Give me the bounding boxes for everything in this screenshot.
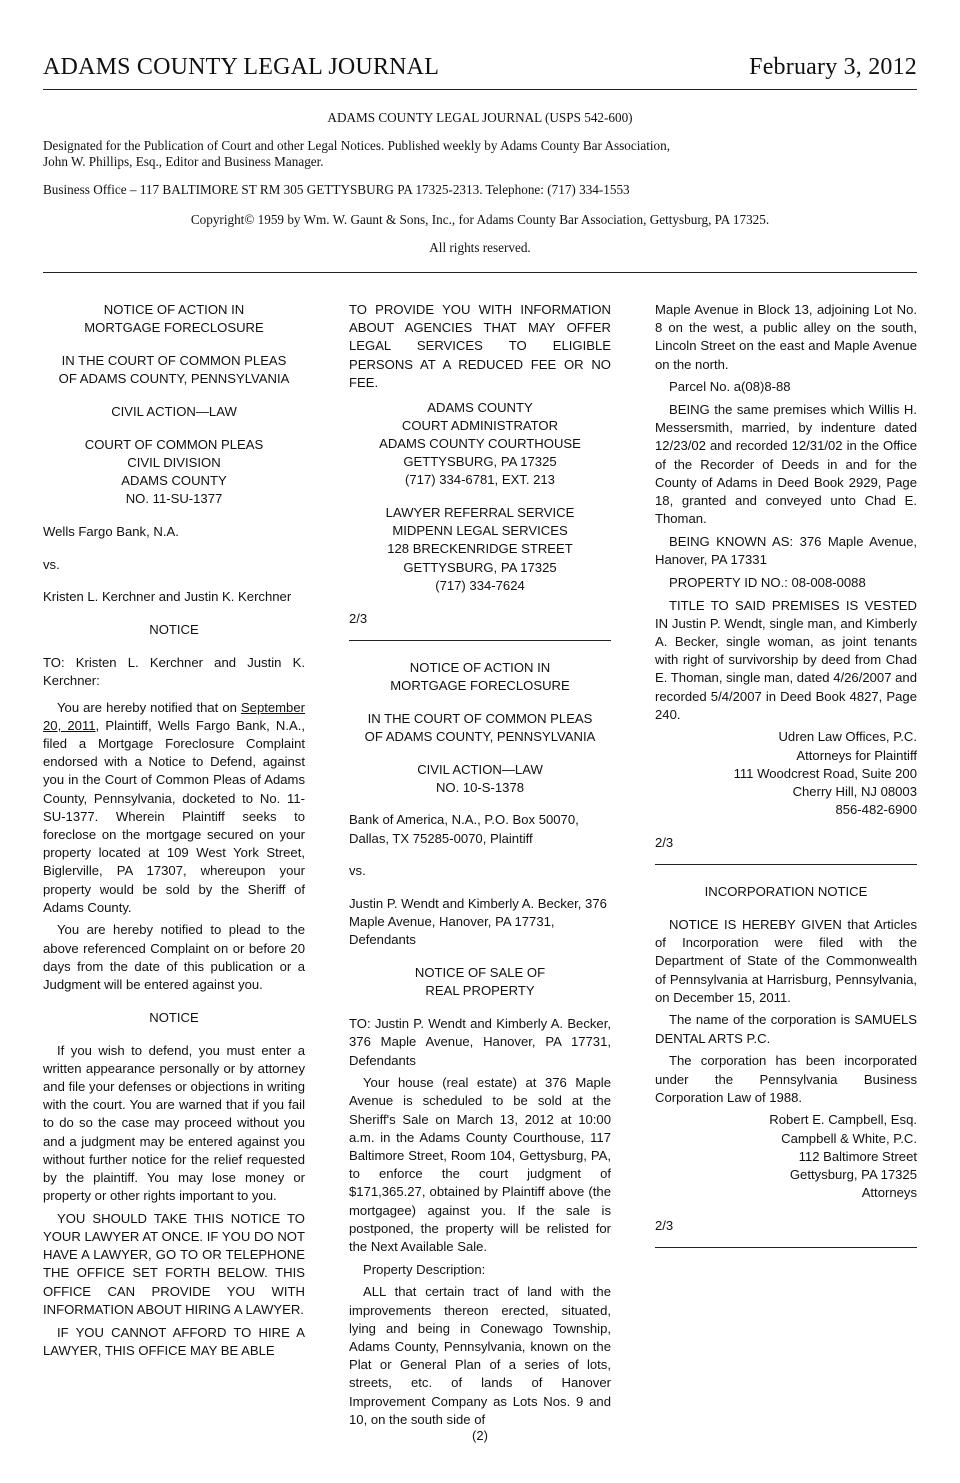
lrs-phone: (717) 334-7624: [435, 577, 525, 593]
notice-title-line: MORTGAGE FORECLOSURE: [390, 677, 570, 693]
sale-heading-line: NOTICE OF SALE OF: [414, 965, 546, 981]
court-line: IN THE COURT OF COMMON PLEAS: [367, 710, 593, 726]
property-description-label: Property Description:: [363, 1261, 486, 1277]
lrs-line: MIDPENN LEGAL SERVICES: [392, 523, 568, 539]
admin-line: ADAMS COUNTY COURTHOUSE: [379, 435, 581, 451]
publication-date: 2/3: [655, 1217, 674, 1233]
court-name: [43, 352, 305, 388]
publication-date: 2/3: [655, 834, 674, 850]
notice-divider: [655, 1247, 917, 1248]
notice-paragraph: IF YOU CANNOT AFFORD TO HIRE A LAWYER, THIS OFFICE MAY BE ABLE: [43, 1324, 305, 1358]
attorney-block: [655, 1111, 917, 1202]
court-name: [349, 710, 611, 746]
paragraph-lead: You are hereby notified that on: [57, 699, 237, 715]
notice-title: [349, 659, 611, 695]
attorney-line: Cherry Hill, NJ 08003: [792, 784, 917, 800]
page-number: (2): [472, 1428, 488, 1443]
attorney-phone: 856-482-6900: [835, 802, 917, 818]
notice-paragraph: The name of the corporation is SAMUELS DENTAL ARTS P.C.: [655, 1012, 917, 1046]
civil-action: [349, 761, 611, 797]
paragraph-rest: , Plaintiff, Wells Fargo Bank, N.A., filed a Mortgage Foreclosure Complaint endorsed with a Notice to Defend, against you in the Court of Common Pleas of Adams County, Pennsylvania, docketed to No. 11-SU-1377. Wherein Plaintiff seeks to foreclose on the mortgage secured on your property located at 109 West York Street, Biglerville, PA 17307, whereupon your property would be sold by the Sheriff of Adams County.: [43, 717, 305, 915]
notice-title-line: NOTICE OF ACTION IN: [103, 302, 245, 317]
notice-paragraph-continued: TO PROVIDE YOU WITH INFORMATION ABOUT AGENCIES THAT MAY OFFER LEGAL SERVICES TO ELIGIBLE PERSONS AT A REDUCED FEE OR NO FEE.: [349, 302, 611, 390]
designation: [43, 138, 917, 170]
publication-info: [43, 110, 917, 268]
addressee: TO: Kristen L. Kerchner and Justin K. Kerchner:: [43, 654, 305, 688]
notice-title: [43, 301, 305, 337]
addressee: TO: Justin P. Wendt and Kimberly A. Becker, 376 Maple Avenue, Hanover, PA 17731, Defendants: [349, 1016, 611, 1068]
notice-paragraph: [43, 699, 305, 917]
attorney-line: Campbell & White, P.C.: [781, 1130, 917, 1146]
notice-paragraph: The corporation has been incorporated under the Pennsylvania Business Corporation Law of 1988.: [655, 1053, 917, 1105]
lrs-line: GETTYSBURG, PA 17325: [403, 559, 557, 575]
business-office: Business Office – 117 BALTIMORE ST RM 305 GETTYSBURG PA 17325-2313. Telephone: (717) 334-1553: [43, 182, 630, 197]
notice-paragraph: YOU SHOULD TAKE THIS NOTICE TO YOUR LAWYER AT ONCE. IF YOU DO NOT HAVE A LAWYER, GO TO OR TELEPHONE THE OFFICE SET FORTH BELOW. THIS OFFICE CAN PROVIDE YOU WITH INFORMATION ABOUT HIRING A LAWYER.: [43, 1210, 305, 1317]
civil-action-line: CIVIL ACTION—LAW: [417, 761, 543, 777]
notice-paragraph-continued: Maple Avenue in Block 13, adjoining Lot No. 8 on the west, a public alley on the south, Lincoln Street on the east and Maple Avenue on the north.: [655, 302, 917, 372]
plaintiff: Bank of America, N.A., P.O. Box 50070, Dallas, TX 75285-0070, Plaintiff: [349, 812, 579, 846]
filing-date: September 20, 2011: [43, 699, 305, 733]
notice-title-line: NOTICE OF ACTION IN: [409, 659, 551, 675]
lrs-line: LAWYER REFERRAL SERVICE: [385, 505, 575, 521]
attorney-line: 111 Woodcrest Road, Suite 200: [733, 765, 917, 781]
versus: vs.: [349, 863, 366, 879]
case-caption: [43, 436, 305, 509]
usps-line: ADAMS COUNTY LEGAL JOURNAL (USPS 542-600): [327, 110, 633, 125]
versus: vs.: [43, 556, 60, 572]
column-1: [43, 301, 305, 1364]
attorney-line: Attorneys: [861, 1185, 917, 1201]
defendants: Justin P. Wendt and Kimberly A. Becker, 376 Maple Avenue, Hanover, PA 17731, Defendants: [349, 896, 607, 948]
column-3: [655, 301, 917, 1266]
notice-heading: NOTICE: [149, 621, 199, 637]
admin-line: GETTYSBURG, PA 17325: [403, 454, 557, 470]
notice-divider: [655, 864, 917, 865]
attorney-line: 112 Baltimore Street: [798, 1148, 917, 1164]
case-number: NO. 10-S-1378: [435, 779, 525, 795]
notice-heading: NOTICE: [149, 1009, 199, 1025]
admin-phone: (717) 334-6781, EXT. 213: [405, 472, 555, 488]
notice-title: INCORPORATION NOTICE: [704, 884, 868, 900]
attorney-block: [655, 728, 917, 819]
lawyer-referral-service: [349, 504, 611, 595]
attorney-line: Robert E. Campbell, Esq.: [769, 1112, 917, 1128]
column-2: [349, 301, 611, 1434]
publication-date: 2/3: [349, 610, 368, 626]
notice-paragraph: BEING KNOWN AS: 376 Maple Avenue, Hanover, PA 17331: [655, 533, 917, 568]
parcel-number: Parcel No. a(08)8-88: [669, 379, 791, 395]
admin-line: COURT ADMINISTRATOR: [401, 417, 559, 433]
sale-heading: [349, 964, 611, 1000]
caption-line: ADAMS COUNTY: [121, 472, 227, 488]
court-line: OF ADAMS COUNTY, PENNSYLVANIA: [364, 728, 596, 744]
admin-line: ADAMS COUNTY: [427, 399, 533, 415]
section-rule: [43, 272, 917, 273]
defendants: Kristen L. Kerchner and Justin K. Kerchner: [43, 589, 292, 605]
plaintiff: Wells Fargo Bank, N.A.: [43, 523, 179, 539]
designation-line-1: Designated for the Publication of Court and other Legal Notices. Published weekly by Adams County Bar Association,: [43, 138, 671, 153]
attorney-line: Gettysburg, PA 17325: [789, 1167, 917, 1183]
notice-divider: [349, 640, 611, 641]
property-id: PROPERTY ID NO.: 08-008-0088: [669, 574, 866, 590]
notice-paragraph: You are hereby notified to plead to the above referenced Complaint on or before 20 days from the date of this publication or a Judgment will be entered against you.: [43, 922, 305, 993]
notice-paragraph: If you wish to defend, you must enter a written appearance personally or by attorney and file your defenses or objections in writing with the court. You are warned that if you fail to do so the case may proceed without you and a judgment may be entered against you without further notice for the relief requested by the plaintiff. You may lose money or property or other rights important to you.: [43, 1042, 305, 1204]
masthead-rule: [43, 89, 917, 90]
court-line: IN THE COURT OF COMMON PLEAS: [61, 352, 287, 368]
caption-line: CIVIL DIVISION: [127, 454, 221, 470]
designation-line-2: John W. Phillips, Esq., Editor and Business Manager.: [43, 154, 324, 169]
case-number: NO. 11-SU-1377: [125, 491, 223, 507]
notice-paragraph: BEING the same premises which Willis H. Messersmith, married, by indenture dated 12/23/02 and recorded 12/31/02 in the Office of the Recorder of Deeds in and for the County of Adams in Deed Book 2929, Page 18, granted and conveyed unto Chad E. Thoman.: [655, 402, 917, 527]
caption-line: COURT OF COMMON PLEAS: [84, 436, 264, 452]
masthead: [43, 54, 917, 88]
journal-title: ADAMS COUNTY LEGAL JOURNAL: [43, 54, 440, 80]
notice-paragraph: Your house (real estate) at 376 Maple Avenue is scheduled to be sold at the Sheriff's Sale on March 13, 2012 at 10:00 a.m. in the Adams County Courthouse, 117 Baltimore Street, Room 104, Gettysburg, PA, to enforce the court judgment of $171,365.27, obtained by Plaintiff above (the mortgagee) against you. If the sale is postponed, the property will be relisted for the Next Available Sale.: [349, 1075, 611, 1255]
sale-heading-line: REAL PROPERTY: [425, 983, 535, 999]
issue-date: February 3, 2012: [749, 54, 917, 80]
lrs-line: 128 BRECKENRIDGE STREET: [387, 541, 573, 557]
notice-paragraph: ALL that certain tract of land with the improvements thereon erected, situated, lying and being in Conewago Township, Adams County, Pennsylvania, known on the Plat or General Plan of a series of lots, streets, etc. of lands of Hanover Improvement Company as Lots Nos. 9 and 10, on the south side of: [349, 1284, 611, 1427]
court-administrator: [349, 399, 611, 490]
court-line: OF ADAMS COUNTY, PENNSYLVANIA: [58, 371, 290, 387]
copyright: Copyright© 1959 by Wm. W. Gaunt & Sons, Inc., for Adams County Bar Association, Gettysburg, PA 17325.: [190, 212, 770, 227]
civil-action: CIVIL ACTION—LAW: [111, 403, 237, 419]
notice-paragraph: TITLE TO SAID PREMISES IS VESTED IN Justin P. Wendt, single man, and Kimberly A. Becker, single woman, as joint tenants with right of survivorship by deed from Chad E. Thoman, single man, dated 4/26/2007 and recorded 5/4/2007 in Deed Book 4827, Page 240.: [655, 597, 917, 722]
notice-title-line: MORTGAGE FORECLOSURE: [84, 320, 264, 336]
attorney-line: Attorneys for Plaintiff: [796, 747, 917, 763]
notice-paragraph: NOTICE IS HEREBY GIVEN that Articles of Incorporation were filed with the Department of State of the Commonwealth of Pennsylvania at Harrisburg, Pennsylvania, on December 15, 2011.: [655, 916, 917, 1005]
rights: All rights reserved.: [429, 240, 531, 255]
attorney-line: Udren Law Offices, P.C.: [778, 729, 917, 745]
